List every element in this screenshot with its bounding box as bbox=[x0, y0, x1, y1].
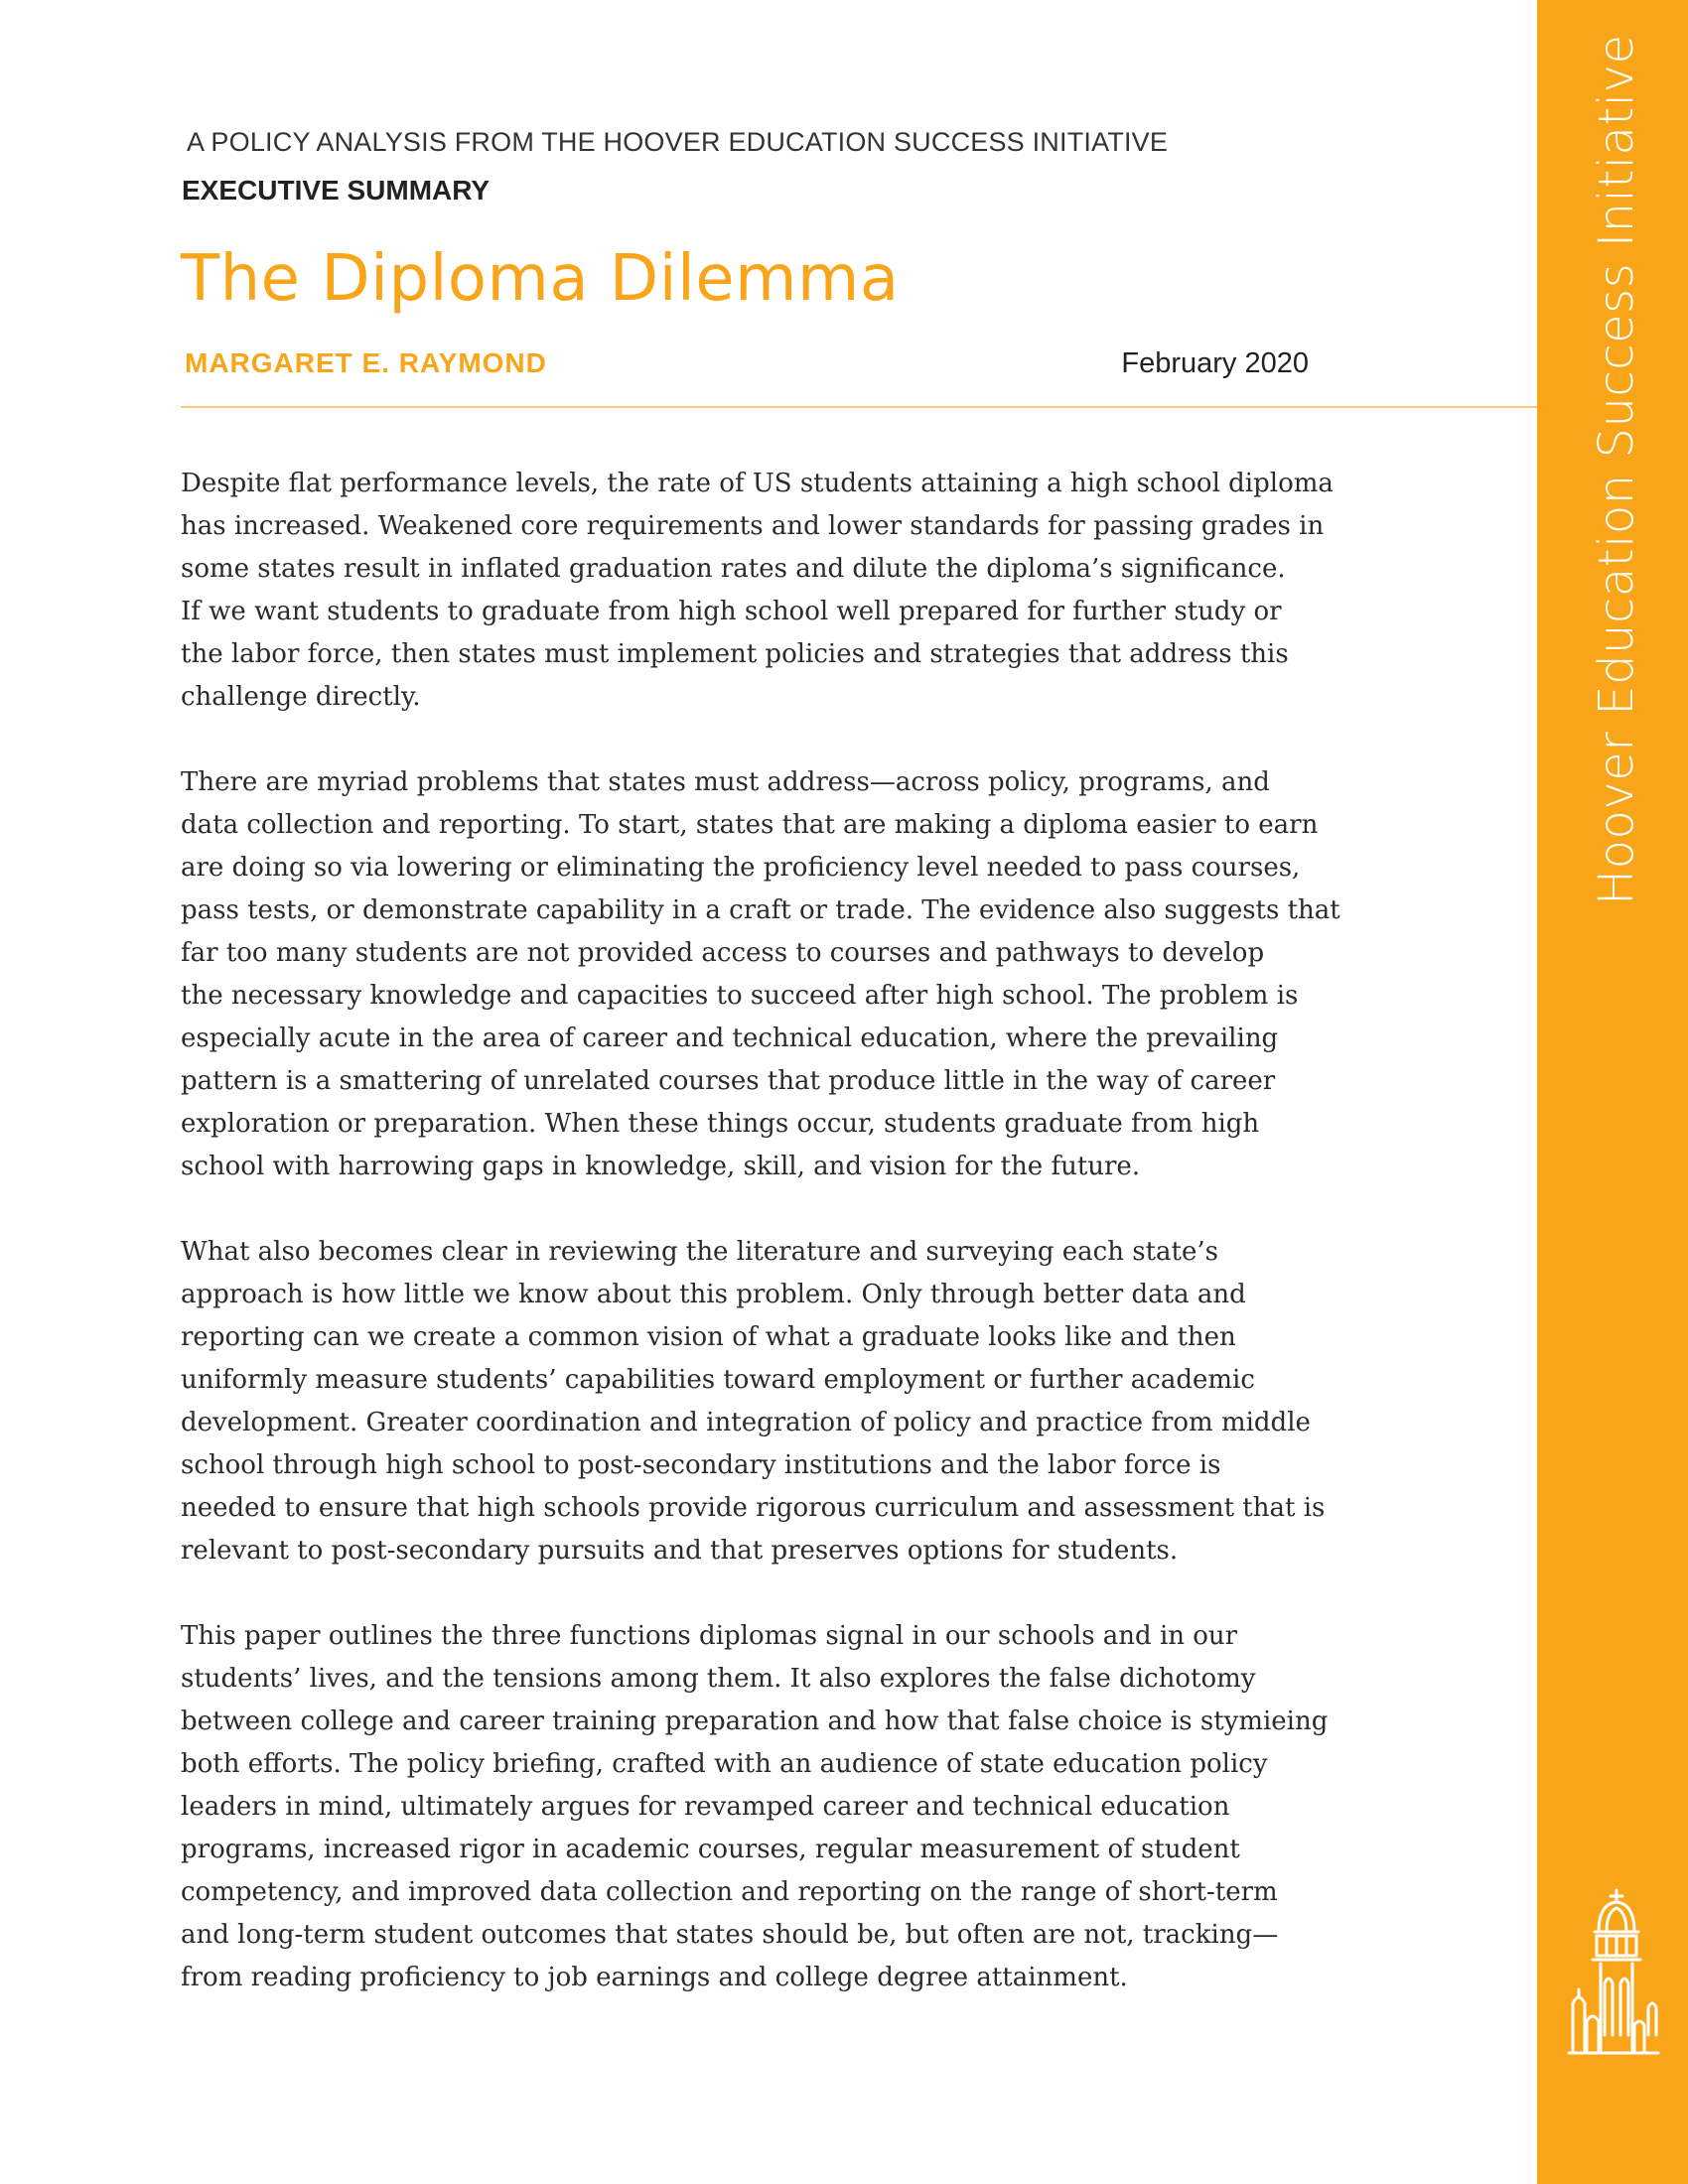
text-line: development. Greater coordination and integration of policy and practice from middle bbox=[181, 1408, 1311, 1437]
text-line: programs, increased rigor in academic courses, regular measurement of student bbox=[181, 1835, 1240, 1864]
text-line: reporting can we create a common vision of what a graduate looks like and then bbox=[181, 1322, 1236, 1352]
text-line: the labor force, then states must implement policies and strategies that address this bbox=[181, 639, 1289, 669]
text-line: far too many students are not provided access to courses and pathways to develop bbox=[181, 938, 1265, 968]
paragraph bbox=[181, 1615, 1333, 1999]
text-line: Despite flat performance levels, the rate of US students attaining a high school diploma bbox=[181, 469, 1334, 498]
text-line: are doing so via lowering or eliminating the proficiency level needed to pass courses, bbox=[181, 853, 1301, 883]
text-line: exploration or preparation. When these things occur, students graduate from high bbox=[181, 1109, 1260, 1139]
sidebar-title: Hoover Education Success Initiative bbox=[1589, 34, 1644, 905]
text-line: What also becomes clear in reviewing the literature and surveying each state’s bbox=[181, 1237, 1218, 1267]
author-name: MARGARET E. RAYMOND bbox=[185, 347, 547, 378]
text-line: pass tests, or demonstrate capability in a craft or trade. The evidence also suggests that bbox=[181, 895, 1340, 925]
text-line: leaders in mind, ultimately argues for revamped career and technical education bbox=[181, 1792, 1230, 1822]
header-divider bbox=[181, 406, 1537, 408]
text-line: pattern is a smattering of unrelated courses that produce little in the way of career bbox=[181, 1066, 1276, 1096]
text-line: has increased. Weakened core requirements and lower standards for passing grades in bbox=[181, 511, 1325, 541]
page-title: The Diploma Dilemma bbox=[181, 242, 900, 316]
text-line: challenge directly. bbox=[181, 682, 421, 712]
paragraph bbox=[181, 463, 1333, 719]
text-line: school with harrowing gaps in knowledge, skill, and vision for the future. bbox=[181, 1152, 1141, 1181]
section-label: EXECUTIVE SUMMARY bbox=[182, 175, 491, 205]
report-kicker: A POLICY ANALYSIS FROM THE HOOVER EDUCATION SUCCESS INITIATIVE bbox=[187, 127, 1169, 157]
text-line: If we want students to graduate from high school well prepared for further study or bbox=[181, 597, 1282, 626]
text-line: relevant to post-secondary pursuits and that preserves options for students. bbox=[181, 1536, 1179, 1566]
text-line: both efforts. The policy briefing, crafted with an audience of state education policy bbox=[181, 1749, 1268, 1779]
text-line: school through high school to post-secondary institutions and the labor force is bbox=[181, 1450, 1221, 1480]
text-line: students’ lives, and the tensions among them. It also explores the false dichotomy bbox=[181, 1664, 1256, 1694]
text-line: This paper outlines the three functions diplomas signal in our schools and in our bbox=[181, 1621, 1238, 1651]
paragraph bbox=[181, 1231, 1333, 1572]
publication-date: February 2020 bbox=[1121, 347, 1309, 379]
paragraph bbox=[181, 761, 1340, 1188]
text-line: needed to ensure that high schools provide rigorous curriculum and assessment that is bbox=[181, 1493, 1326, 1523]
text-line: and long-term student outcomes that states should be, but often are not, tracking— bbox=[181, 1920, 1279, 1950]
text-line: approach is how little we know about this problem. Only through better data and bbox=[181, 1280, 1246, 1309]
text-line: from reading proficiency to job earnings and college degree attainment. bbox=[181, 1963, 1128, 1992]
hoover-tower-icon bbox=[1565, 1886, 1660, 2057]
text-line: between college and career training preparation and how that false choice is stymieing bbox=[181, 1706, 1329, 1736]
text-line: competency, and improved data collection and reporting on the range of short-term bbox=[181, 1877, 1278, 1907]
text-line: the necessary knowledge and capacities to succeed after high school. The problem is bbox=[181, 981, 1299, 1011]
text-line: some states result in inflated graduation rates and dilute the diploma’s significance. bbox=[181, 554, 1286, 584]
text-line: especially acute in the area of career and technical education, where the prevailing bbox=[181, 1024, 1279, 1053]
text-line: data collection and reporting. To start, states that are making a diploma easier to earn bbox=[181, 810, 1319, 840]
text-line: uniformly measure students’ capabilities toward employment or further academic bbox=[181, 1365, 1255, 1395]
summary-body bbox=[181, 463, 1340, 2042]
text-line: There are myriad problems that states must address—across policy, programs, and bbox=[181, 767, 1270, 797]
